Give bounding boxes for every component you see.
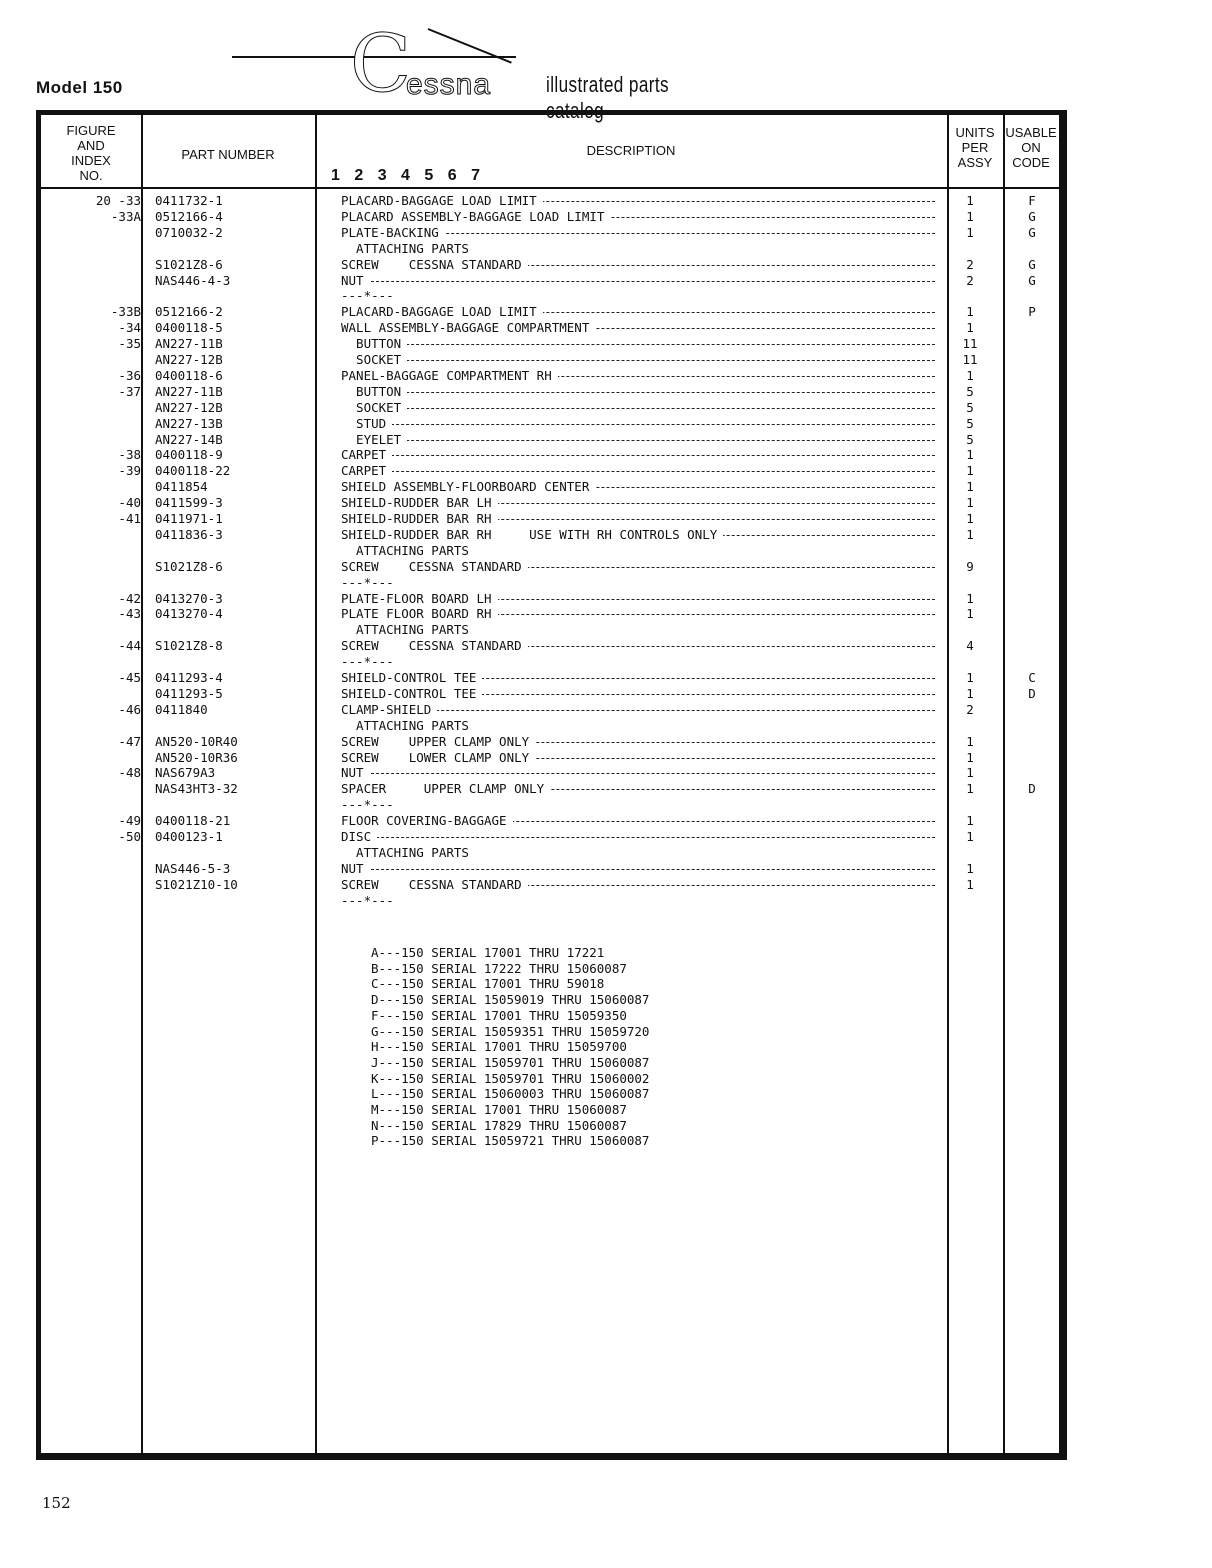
description-header: DESCRIPTION [586,143,676,158]
description-text: NUT [341,765,370,780]
legend-line: M---150 SERIAL 17001 THRU 15060087 [371,1102,627,1118]
table-row [41,495,1059,511]
description-text: BUTTON [341,384,407,399]
description [341,765,939,781]
part-number: AN227-11B [155,336,223,352]
part-number: 0400118-5 [155,320,223,336]
legend-line: N---150 SERIAL 17829 THRU 15060087 [371,1117,627,1133]
table-row [41,463,1059,479]
description [341,622,939,638]
header-text: ON [1021,140,1041,155]
legend-line: D---150 SERIAL 15059019 THRU 15060087 [371,992,650,1008]
description-text: DISC [341,829,377,844]
model-label: Model 150 [36,78,123,97]
description-text: SCREW CESSNA STANDARD [341,257,528,272]
description-text: ATTACHING PARTS [341,845,475,860]
figure-index: -44 [118,638,141,654]
cessna-logo [232,17,772,123]
part-number: AN227-12B [155,399,223,415]
description [341,479,939,495]
table-row [41,288,1059,304]
units-per-assy: 11 [962,352,978,367]
leader-dashes [341,869,935,870]
description-text: SHIELD-RUDDER BAR RH USE WITH RH CONTROLS ONLY [341,527,723,542]
figure-index: -38 [118,447,141,463]
part-number: 0411971-1 [155,511,223,526]
leader-dashes [341,837,935,838]
table-row [41,193,1059,209]
leader-dashes [341,408,935,409]
header-text: CODE [1012,155,1050,170]
units-per-assy: 1 [966,447,974,463]
usable-on-code: G [1028,208,1036,224]
part-number: 0512166-2 [155,304,223,320]
part-number: 0411599-3 [155,495,223,511]
figure-index: -36 [118,367,141,383]
description-text: PLATE-BACKING [341,225,445,240]
units-per-assy: 1 [966,224,974,240]
table-row [41,638,1059,654]
table-row [41,750,1059,766]
description-text: ---*--- [341,288,400,303]
legend-line: A---150 SERIAL 17001 THRU 17221 [371,945,605,960]
description [341,288,939,304]
description-text: SOCKET [341,400,407,415]
figure-index: -39 [118,463,141,479]
figure-index: -33A [110,208,141,224]
table-row [41,781,1059,797]
units-per-assy: 1 [966,463,974,479]
part-number: NAS43HT3-32 [155,781,238,797]
units-per-assy: 1 [966,860,974,876]
description-text: BUTTON [341,336,407,351]
units-per-assy: 5 [966,399,974,415]
description [341,606,939,622]
part-number: S1021Z8-6 [155,558,223,574]
table-row [41,734,1059,750]
usable-on-code: G [1028,224,1036,240]
legend-line: P---150 SERIAL 15059721 THRU 15060087 [371,1133,650,1149]
description-text: ATTACHING PARTS [341,622,475,637]
part-number: 0411732-1 [155,193,223,208]
units-per-assy: 5 [966,383,974,399]
table-row [41,384,1059,400]
description-text: ---*--- [341,575,400,590]
description-text: SCREW CESSNA STANDARD [341,877,528,892]
leader-dashes [341,392,935,393]
part-number: AN227-14B [155,431,223,447]
leader-dashes [341,344,935,345]
figure-index: -34 [118,320,141,336]
description [341,893,939,909]
figure-index: -37 [118,383,141,399]
table-row [41,606,1059,622]
table-row [41,257,1059,273]
figure-index: 20 -33 [95,193,141,208]
units-per-assy: 1 [966,765,974,781]
units-per-assy: 2 [966,256,974,272]
parts-table [36,110,1067,1460]
table-row [41,877,1059,893]
description [341,209,939,225]
figure-index: -33B [110,304,141,320]
description-text: FLOOR COVERING-BAGGAGE [341,813,513,828]
description [341,654,939,670]
table-row [41,352,1059,368]
description-text: SPACER UPPER CLAMP ONLY [341,781,550,796]
part-number: AN227-12B [155,352,223,367]
table-row [41,765,1059,781]
usable-on-code: F [1028,193,1036,208]
units-per-assy: 1 [966,479,974,495]
part-number: S1021Z10-10 [155,876,238,892]
legend-line: F---150 SERIAL 17001 THRU 15059350 [371,1007,627,1023]
figure-header [41,123,141,183]
description-text: SCREW UPPER CLAMP ONLY [341,734,535,749]
leader-dashes [341,424,935,425]
description-text: EYELET [341,432,407,447]
description [341,400,939,416]
description-text: SCREW LOWER CLAMP ONLY [341,750,535,765]
figure-index: -45 [118,670,141,685]
part-number: S1021Z8-6 [155,256,223,272]
part-number: 0413270-4 [155,606,223,622]
description-text: NUT [341,273,370,288]
description [341,432,939,448]
part-number: 0411293-5 [155,685,223,701]
units-per-assy: 1 [966,749,974,765]
table-row [41,209,1059,225]
description-text: PANEL-BAGGAGE COMPARTMENT RH [341,368,558,383]
table-row [41,654,1059,670]
table-row [41,686,1059,702]
legend-line: C---150 SERIAL 17001 THRU 59018 [371,976,605,992]
units-per-assy: 5 [966,431,974,447]
part-number: S1021Z8-8 [155,638,223,654]
units-per-assy: 1 [966,495,974,511]
figure-index: -41 [118,511,141,526]
units-per-assy: 1 [966,367,974,383]
table-row [41,479,1059,495]
logo-swoosh [428,28,512,64]
legend-line: G---150 SERIAL 15059351 THRU 15059720 [371,1023,650,1039]
description-text: NUT [341,861,370,876]
table-row [41,416,1059,432]
table-row [41,273,1059,289]
part-number: NAS446-5-3 [155,860,231,876]
description-text: CARPET [341,447,392,462]
description [341,861,939,877]
description [341,273,939,289]
figure-index: -48 [118,765,141,781]
units-per-assy: 1 [966,606,974,622]
description-text: PLACARD-BAGGAGE LOAD LIMIT [341,304,543,319]
header-text: USABLE [1005,125,1057,140]
description-text: SCREW CESSNA STANDARD [341,638,528,653]
table-row [41,829,1059,845]
legend-line: K---150 SERIAL 15059701 THRU 15060002 [371,1070,650,1086]
description [341,511,939,527]
description [341,686,939,702]
table-row [41,511,1059,527]
units-per-assy: 1 [966,829,974,844]
description [341,829,939,845]
figure-index: -49 [118,813,141,829]
description-text: ---*--- [341,893,400,908]
usable-on-code: D [1028,685,1036,701]
part-number: 0512166-4 [155,208,223,224]
description-text: SHIELD ASSEMBLY-FLOORBOARD CENTER [341,479,595,494]
header-text: FIGURE [66,123,116,138]
units-per-assy: 1 [966,670,974,685]
figure-index: -35 [118,336,141,352]
description [341,813,939,829]
description-text: ---*--- [341,797,400,812]
description [341,257,939,273]
description [341,750,939,766]
leader-dashes [341,281,935,282]
header-text: ASSY [957,155,993,170]
units-per-assy: 1 [966,876,974,892]
part-number: AN520-10R40 [155,733,238,749]
leader-dashes [341,455,935,456]
description-text: PLATE FLOOR BOARD RH [341,606,498,621]
description-text: ATTACHING PARTS [341,718,475,733]
description [341,591,939,607]
units-per-assy: 1 [966,813,974,829]
units-per-assy: 5 [966,415,974,431]
description [341,384,939,400]
legend-line: B---150 SERIAL 17222 THRU 15060087 [371,960,627,976]
description-text: ATTACHING PARTS [341,241,475,256]
description-text: PLATE-FLOOR BOARD LH [341,591,498,606]
header-text: NO. [79,168,103,183]
table-row [41,893,1059,909]
description-text: PLACARD-BAGGAGE LOAD LIMIT [341,193,543,208]
header-text: INDEX [71,153,111,168]
description-text: STUD [341,416,392,431]
legend-line: J---150 SERIAL 15059701 THRU 15060087 [371,1054,650,1070]
table-row [41,543,1059,559]
usable-on-code: P [1028,304,1036,320]
table-row [41,591,1059,607]
description [341,527,939,543]
leader-dashes [341,360,935,361]
description [341,193,939,209]
catalog-title: illustrated parts catalog [546,72,669,123]
description [341,845,939,861]
description [341,702,939,718]
description [341,670,939,686]
description-text: WALL ASSEMBLY-BAGGAGE COMPARTMENT [341,320,595,335]
header-text: AND [77,138,105,153]
figure-index: -42 [118,590,141,606]
description [341,241,939,257]
part-number: 0400118-6 [155,367,223,383]
usable-on-code: D [1028,781,1036,797]
table-row [41,527,1059,543]
description-digits: 1 2 3 4 5 6 7 [331,167,485,184]
figure-index: -40 [118,495,141,511]
units-per-assy: 11 [962,336,978,352]
part-number: NAS446-4-3 [155,272,231,288]
page-number: 152 [42,1494,71,1512]
part-number: AN227-13B [155,415,223,431]
part-number-header: PART NUMBER [181,147,275,162]
part-number: 0710032-2 [155,224,223,240]
description [341,638,939,654]
table-row [41,400,1059,416]
part-number: NAS679A3 [155,765,216,781]
description [341,734,939,750]
table-row [41,225,1059,241]
units-per-assy: 2 [966,701,974,717]
leader-dashes [341,773,935,774]
table-row [41,622,1059,638]
description [341,336,939,352]
description-text: SHIELD-CONTROL TEE [341,670,482,685]
description [341,877,939,893]
description [341,559,939,575]
units-per-assy: 1 [966,590,974,606]
description [341,352,939,368]
description [341,575,939,591]
table-row [41,845,1059,861]
table-row [41,702,1059,718]
units-per-assy: 1 [966,320,974,336]
units-per-assy: 1 [966,526,974,542]
table-row [41,575,1059,591]
units-per-assy: 4 [966,638,974,654]
units-per-assy: 2 [966,272,974,288]
figure-index: -50 [118,829,141,844]
description [341,543,939,559]
description [341,320,939,336]
usable-on-code: G [1028,272,1036,288]
units-per-assy: 1 [966,511,974,526]
units-per-assy: 1 [966,193,974,208]
description-text: SHIELD-RUDDER BAR RH [341,511,498,526]
description-text: SHIELD-CONTROL TEE [341,686,482,701]
description [341,304,939,320]
table-row [41,670,1059,686]
description-text: CLAMP-SHIELD [341,702,437,717]
part-number: 0400118-22 [155,463,231,479]
table-row [41,559,1059,575]
part-number: 0400118-21 [155,813,231,829]
description [341,797,939,813]
units-per-assy: 1 [966,733,974,749]
part-number: 0411293-4 [155,670,223,685]
serial-legend [371,945,649,1149]
units-per-assy: 1 [966,781,974,797]
part-number: 0411854 [155,479,208,495]
units-header [947,125,1003,170]
part-number: 0400123-1 [155,829,223,844]
header-text: PER [961,140,989,155]
table-row [41,432,1059,448]
units-per-assy: 1 [966,304,974,320]
units-per-assy: 1 [966,685,974,701]
table-row [41,447,1059,463]
description-text: SOCKET [341,352,407,367]
description [341,718,939,734]
units-per-assy: 9 [966,558,974,574]
description-text: SCREW CESSNA STANDARD [341,559,528,574]
table-row [41,320,1059,336]
description [341,781,939,797]
legend-line: H---150 SERIAL 17001 THRU 15059700 [371,1039,627,1055]
description-text: SHIELD-RUDDER BAR LH [341,495,498,510]
description [341,225,939,241]
header-text: UNITS [955,125,995,140]
part-number: 0400118-9 [155,447,223,463]
figure-index: -47 [118,733,141,749]
table-row [41,336,1059,352]
table-row [41,813,1059,829]
table-row [41,304,1059,320]
part-number: AN227-11B [155,383,223,399]
description [341,447,939,463]
units-per-assy: 1 [966,208,974,224]
logo-word: essna [406,68,492,101]
usable-on-code: G [1028,256,1036,272]
description-text: CARPET [341,463,392,478]
usable-on-code: C [1028,670,1036,685]
description [341,368,939,384]
description-text: ---*--- [341,654,400,669]
part-number: 0413270-3 [155,590,223,606]
leader-dashes [341,471,935,472]
description [341,495,939,511]
table-row [41,368,1059,384]
description-text: ATTACHING PARTS [341,543,475,558]
part-number: 0411836-3 [155,526,223,542]
header-divider [41,187,1059,189]
description [341,416,939,432]
figure-index: -43 [118,606,141,622]
logo-initial: C [350,17,412,110]
description [341,463,939,479]
part-number: AN520-10R36 [155,749,238,765]
table-row [41,241,1059,257]
table-row [41,861,1059,877]
legend-line: L---150 SERIAL 15060003 THRU 15060087 [371,1086,650,1102]
table-row [41,718,1059,734]
part-number: 0411840 [155,701,208,717]
leader-dashes [341,440,935,441]
figure-index: -46 [118,701,141,717]
table-row [41,797,1059,813]
description-text: PLACARD ASSEMBLY-BAGGAGE LOAD LIMIT [341,209,610,224]
usable-header [1003,125,1059,170]
